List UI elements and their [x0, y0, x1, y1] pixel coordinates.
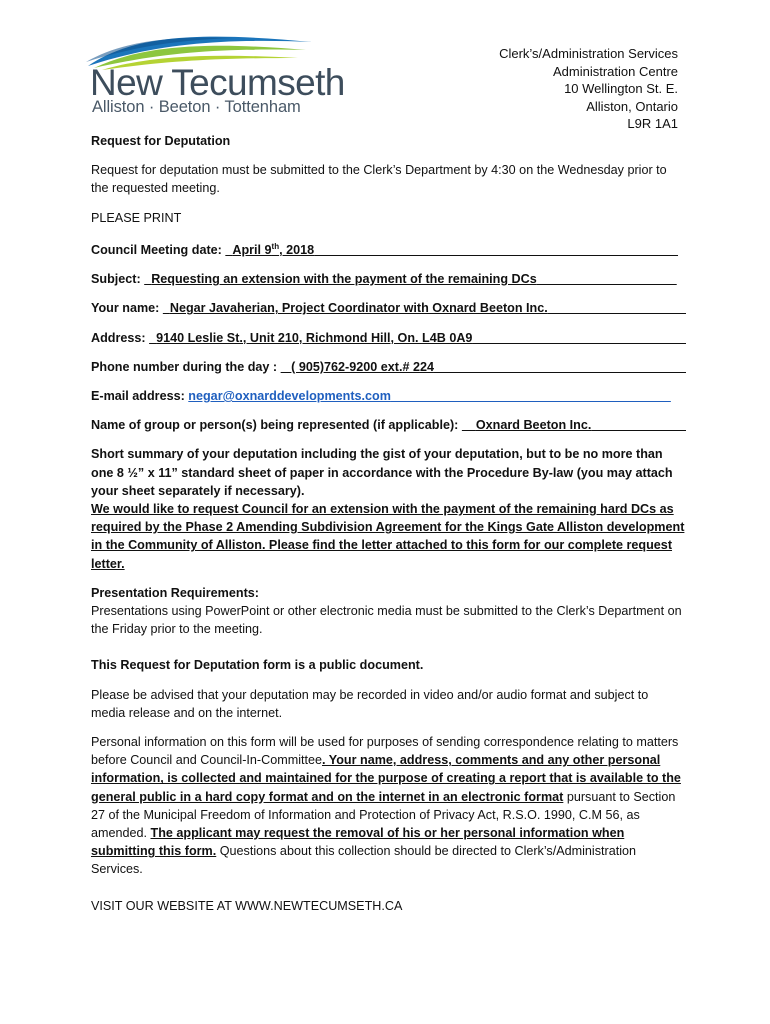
form-title: Request for Deputation	[91, 134, 231, 148]
privacy-part-1: Personal information on this form will be used for purposes of sending correspondence relating to matters before Council and Council-In-Committee	[91, 735, 679, 768]
your-name-label: Your name:	[91, 301, 160, 316]
please-print: PLEASE PRINT	[91, 210, 182, 225]
privacy-part-2: . Your name, address, comments and any other personal information, is collected and maintained for the purpose of creating a report that is available to the general public in a hard copy format and on the internet in an electronic format	[91, 753, 681, 804]
summary-prompt: Short summary of your deputation including the gist of your deputation, but to be no more than one 8 ½” x 11” standard sheet of paper in accordance with the Procedure By-law (you may attach your sheet separately if necessary).	[91, 447, 673, 498]
public-notice: This Request for Deputation form is a public document.	[91, 658, 424, 673]
presentation-text: Presentations using PowerPoint or other electronic media must be submitted to the Clerk’s Department on the Friday prior to the meeting.	[91, 604, 682, 637]
presentation-heading: Presentation Requirements:	[91, 585, 259, 600]
privacy-part-4: The applicant may request the removal of his or her personal information when submitting this form.	[91, 826, 625, 859]
your-name-field	[91, 299, 686, 317]
logo-towns: Alliston · Beeton · Tottenham	[92, 98, 301, 116]
website-line: VISIT OUR WEBSITE AT WWW.NEWTECUMSETH.CA	[91, 898, 403, 913]
address-line: Administration Centre	[553, 63, 678, 79]
email-label: E-mail address:	[91, 389, 185, 404]
address-line: Alliston, Ontario	[586, 98, 678, 114]
your-name-value: Negar Javaherian, Project Coordinator with Oxnard Beeton Inc.	[169, 301, 548, 316]
privacy-part-5: Questions about this collection should be directed to Clerk’s/Administration Services.	[91, 844, 637, 877]
recording-notice: Please be advised that your deputation may be recorded in video and/or audio format and subject to media release and on the internet.	[91, 687, 649, 720]
address-line: Clerk’s/Administration Services	[499, 46, 678, 61]
address-line: 10 Wellington St. E.	[564, 81, 678, 96]
summary-answer: We would like to request Council for an extension with the payment of the remaining hard DCs as required by the Phase 2 Amending Subdivision Agreement for the Kings Gate Alliston development in the Community of Alliston. Please find the letter attached to this form for our complete request letter.	[91, 502, 685, 571]
logo-wordmark: New Tecumseth	[90, 62, 345, 103]
intro-text: Request for deputation must be submitted to the Clerk’s Department by 4:30 on the Wednesday prior to the requested meeting.	[91, 163, 667, 196]
address-line: L9R 1A1	[627, 116, 678, 131]
subject-value: Requesting an extension with the payment of the remaining DCs	[151, 272, 537, 287]
group-field	[91, 416, 686, 434]
address-value: 9140 Leslie St., Unit 210, Richmond Hill, On. L4B 0A9	[156, 330, 473, 345]
email-value-link[interactable]: negar@oxnarddevelopments.com	[188, 389, 391, 404]
phone-value: ( 905)762-9200 ext.# 224	[291, 359, 434, 374]
office-address-block	[499, 45, 678, 133]
email-field	[91, 387, 686, 405]
new-tecumseth-logo	[84, 32, 345, 122]
subject-field	[91, 270, 686, 288]
privacy-notice	[91, 733, 686, 879]
privacy-part-3: pursuant to Section 27 of the Municipal Freedom of Information and Protection of Privacy Act, R.S.O. 1990, C.M 56, as amended.	[91, 789, 676, 841]
meeting-date-value: April 9th, 2018	[232, 241, 315, 257]
meeting-date-field	[91, 238, 686, 259]
address-label: Address:	[91, 330, 146, 345]
form-body	[91, 132, 686, 915]
phone-label: Phone number during the day :	[91, 359, 278, 374]
group-value: Oxnard Beeton Inc.	[475, 418, 592, 433]
meeting-date-label: Council Meeting date:	[91, 243, 222, 257]
subject-label: Subject:	[91, 272, 141, 287]
group-label: Name of group or person(s) being represented (if applicable):	[91, 418, 459, 433]
address-field	[91, 329, 686, 347]
phone-field	[91, 358, 686, 376]
